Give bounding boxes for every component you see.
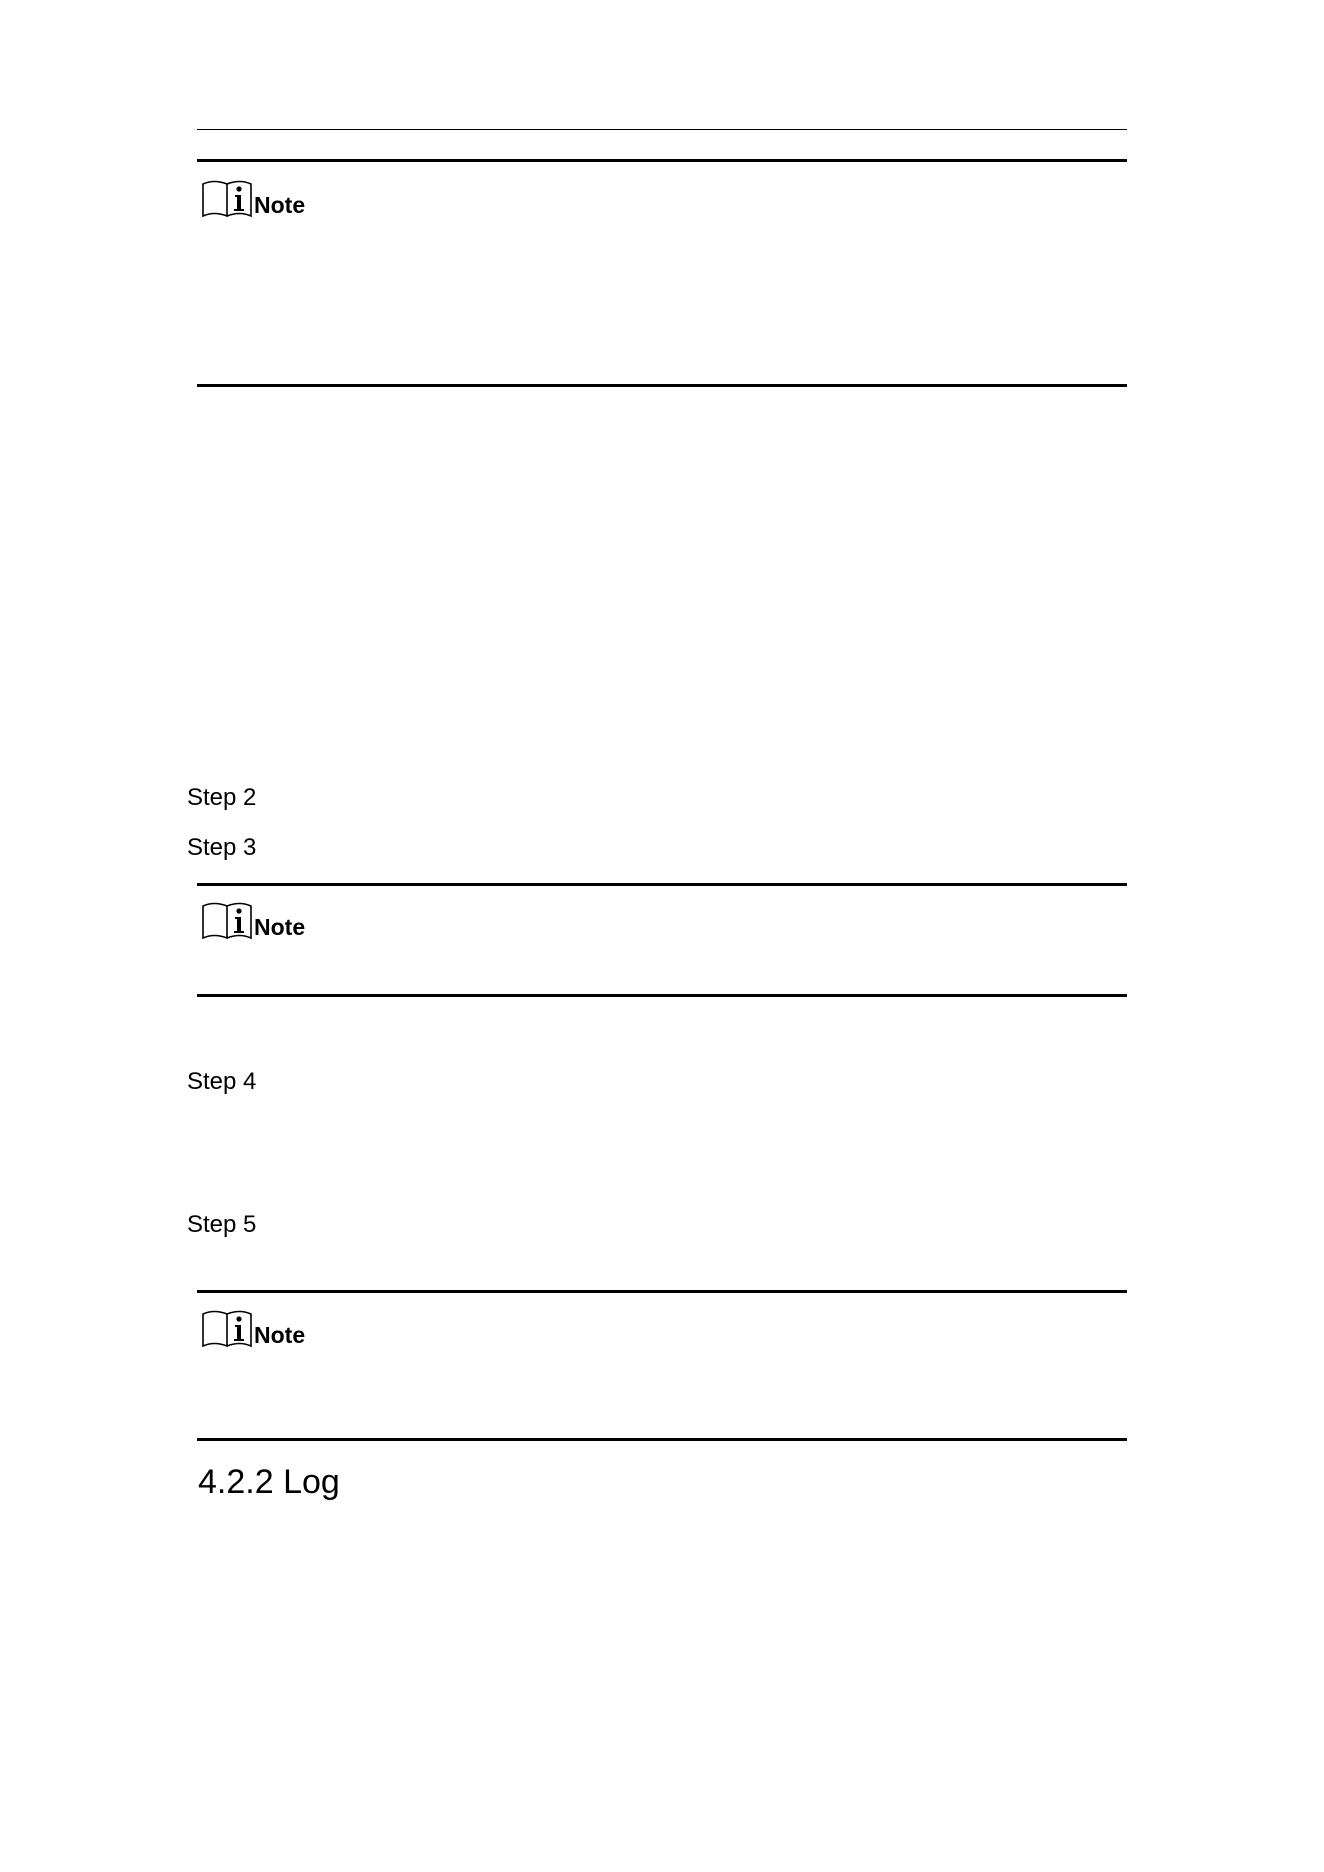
step-4-label: Step 4 (187, 1068, 257, 1095)
top-divider (197, 129, 1127, 130)
note-1-header (200, 174, 305, 218)
step-3-label: Step 3 (187, 834, 257, 861)
note-3-header (200, 1304, 305, 1348)
note-3-label: Note (254, 1322, 306, 1348)
note-2-header (200, 896, 305, 940)
info-book-icon (200, 1308, 256, 1348)
note-2-bottom-border (197, 994, 1127, 997)
info-book-icon (200, 178, 256, 218)
step-2-label: Step 2 (187, 784, 257, 811)
note-3-bottom-border (197, 1438, 1127, 1441)
note-1-bottom-border (197, 384, 1127, 387)
info-book-icon (200, 900, 256, 940)
step-5-label: Step 5 (187, 1211, 257, 1238)
note-3-top-border (197, 1290, 1127, 1293)
note-2-top-border (197, 883, 1127, 886)
note-1-top-border (197, 159, 1127, 162)
section-heading: 4.2.2 Log (198, 1463, 340, 1501)
note-1-label: Note (254, 192, 306, 218)
note-2-label: Note (254, 914, 306, 940)
